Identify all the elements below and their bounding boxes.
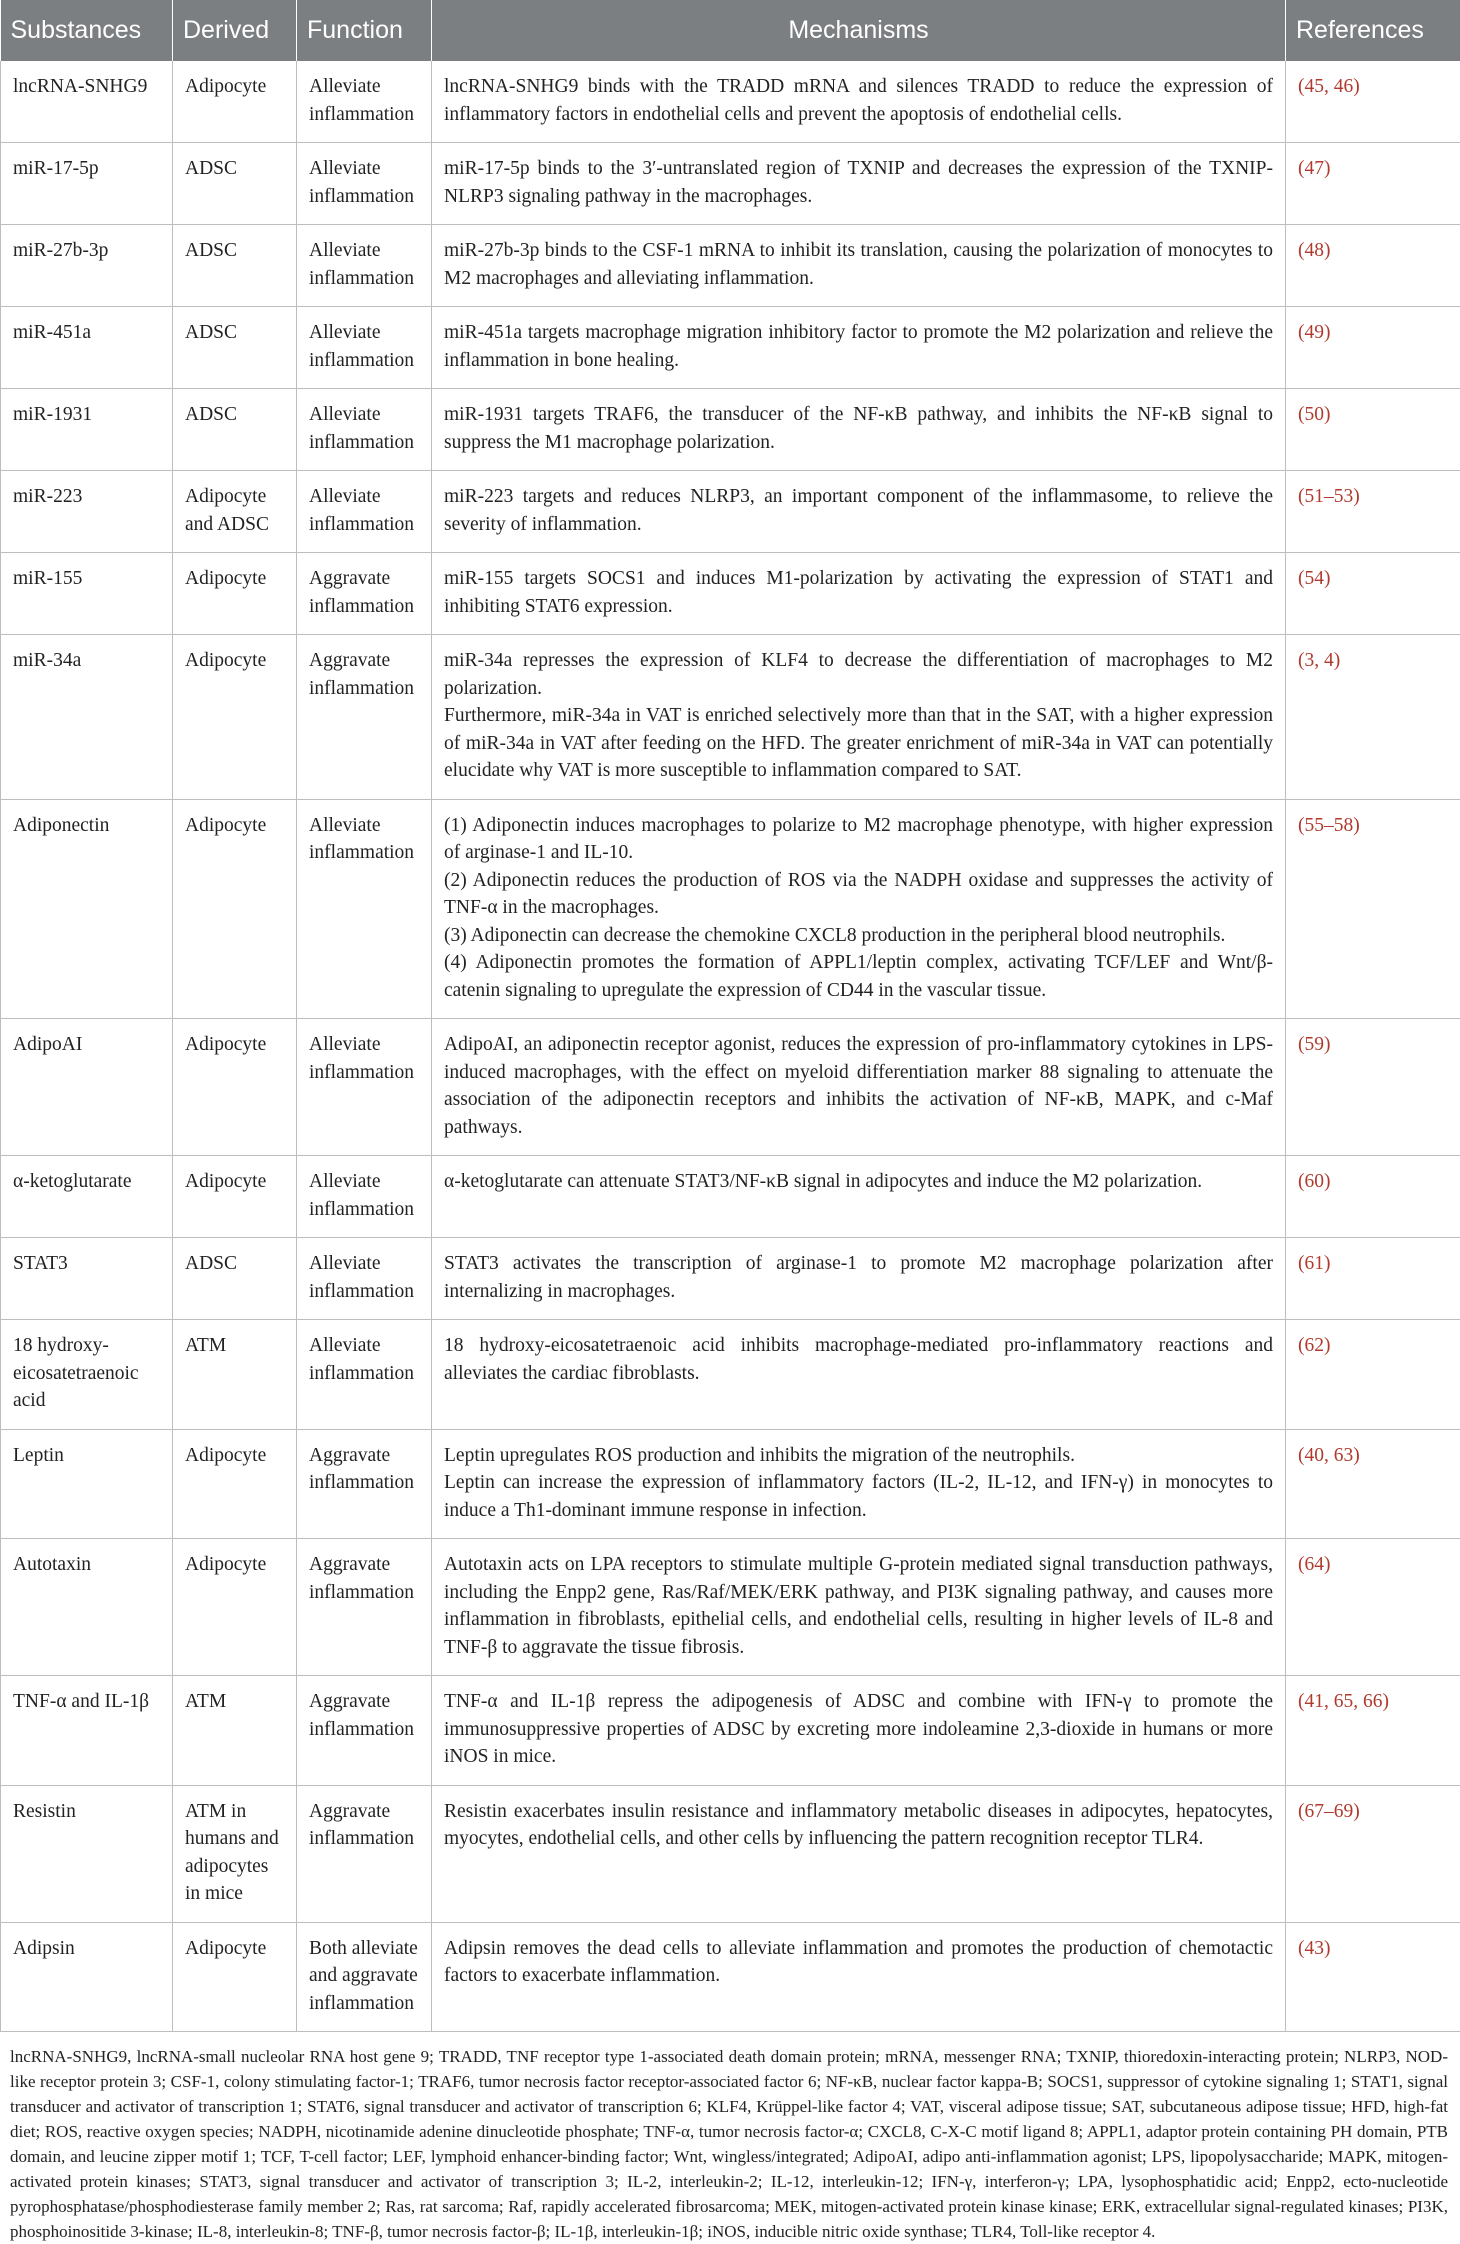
table-row [1,1785,1460,1922]
mechanism-cell [432,307,1286,389]
reference-link[interactable]: (47) [1298,158,1331,179]
reference-link[interactable]: (50) [1298,404,1331,425]
reference-link[interactable]: (49) [1298,322,1331,343]
reference-link[interactable]: (59) [1298,1034,1331,1055]
reference-link[interactable]: (45, 46) [1298,76,1360,97]
table-row [1,1019,1460,1156]
mechanism-paragraph: Autotaxin acts on LPA receptors to stimulate multiple G-protein mediated signal transduction pathways, including the Enpp2 gene, Ras/Raf/MEK/ERK pathway, and PI3K signaling pathway, and causes more inflammation in fibroblasts, epithelial cells, and endothelial cells, resulting in higher levels of IL-8 and TNF-β to aggravate the tissue fibrosis. [444,1551,1273,1661]
mechanism-cell [432,471,1286,553]
derived-cell: Adipocyte [173,1539,297,1676]
table-row [1,471,1460,553]
reference-link[interactable]: (67–69) [1298,1801,1360,1822]
mechanism-paragraph: Leptin upregulates ROS production and inhibits the migration of the neutrophils. [444,1442,1273,1470]
function-cell: Both alleviate and aggravate inflammation [297,1922,432,2032]
function-cell: Alleviate inflammation [297,1019,432,1156]
mechanism-paragraph: Adipsin removes the dead cells to alleviate inflammation and promotes the production of chemotactic factors to exacerbate inflammation. [444,1935,1273,1990]
mechanism-paragraph: miR-1931 targets TRAF6, the transducer of the NF-κB pathway, and inhibits the NF-κB signal to suppress the M1 macrophage polarization. [444,401,1273,456]
derived-cell: Adipocyte [173,799,297,1019]
mechanism-cell [432,1539,1286,1676]
reference-link[interactable]: (51–53) [1298,486,1360,507]
substance-cell: miR-451a [1,307,173,389]
substance-cell: miR-17-5p [1,143,173,225]
derived-cell: Adipocyte [173,635,297,800]
mechanism-paragraph: Furthermore, miR-34a in VAT is enriched selectively more than that in the SAT, with a higher expression of miR-34a in VAT after feeding on the HFD. The greater enrichment of miR-34a in VAT can potentially elucidate why VAT is more susceptible to inflammation compared to SAT. [444,702,1273,785]
references-cell [1286,1238,1460,1320]
function-cell: Alleviate inflammation [297,471,432,553]
table-row [1,225,1460,307]
references-cell [1286,61,1460,143]
mechanism-paragraph: miR-27b-3p binds to the CSF-1 mRNA to inhibit its translation, causing the polarization of monocytes to M2 macrophages and alleviating inflammation. [444,237,1273,292]
table-row [1,1156,1460,1238]
function-cell: Alleviate inflammation [297,307,432,389]
table-body [1,61,1460,2032]
substance-cell: AdipoAI [1,1019,173,1156]
derived-cell: Adipocyte [173,1019,297,1156]
derived-cell: Adipocyte [173,1429,297,1539]
mechanism-paragraph: AdipoAI, an adiponectin receptor agonist, reduces the expression of pro-inflammatory cytokines in LPS-induced macrophages, with the effect on myeloid differentiation marker 88 signaling to attenuate the association of the adiponectin receptors and inhibits the activation of NF-κB, MAPK, and c-Maf pathways. [444,1031,1273,1141]
mechanism-cell [432,635,1286,800]
function-cell: Alleviate inflammation [297,1320,432,1430]
substance-cell: miR-27b-3p [1,225,173,307]
substance-cell: miR-155 [1,553,173,635]
reference-link[interactable]: (64) [1298,1554,1331,1575]
table-row [1,1238,1460,1320]
reference-link[interactable]: (41, 65, 66) [1298,1691,1389,1712]
mechanism-cell [432,1320,1286,1430]
mechanism-paragraph: miR-155 targets SOCS1 and induces M1-polarization by activating the expression of STAT1 and inhibiting STAT6 expression. [444,565,1273,620]
references-cell [1286,1429,1460,1539]
references-cell [1286,143,1460,225]
function-cell: Alleviate inflammation [297,1238,432,1320]
references-cell [1286,225,1460,307]
function-cell: Aggravate inflammation [297,1429,432,1539]
mechanism-paragraph: miR-34a represses the expression of KLF4 to decrease the differentiation of macrophages to M2 polarization. [444,647,1273,702]
mechanism-paragraph: (1) Adiponectin induces macrophages to polarize to M2 macrophage phenotype, with higher expression of arginase-1 and IL-10. [444,812,1273,867]
table-row [1,635,1460,800]
function-cell: Alleviate inflammation [297,61,432,143]
references-cell [1286,1156,1460,1238]
reference-link[interactable]: (54) [1298,568,1331,589]
mechanism-paragraph: miR-451a targets macrophage migration inhibitory factor to promote the M2 polarization and relieve the inflammation in bone healing. [444,319,1273,374]
function-cell: Aggravate inflammation [297,1676,432,1786]
function-cell: Aggravate inflammation [297,1785,432,1922]
mechanism-cell [432,1922,1286,2032]
reference-link[interactable]: (60) [1298,1171,1331,1192]
derived-cell: Adipocyte [173,553,297,635]
references-cell [1286,799,1460,1019]
derived-cell: ATM in humans and adipocytes in mice [173,1785,297,1922]
table-row [1,389,1460,471]
substance-cell: miR-1931 [1,389,173,471]
table-row [1,799,1460,1019]
mechanism-paragraph: 18 hydroxy-eicosatetraenoic acid inhibits macrophage-mediated pro-inflammatory reactions and alleviates the cardiac fibroblasts. [444,1332,1273,1387]
derived-cell: Adipocyte [173,1922,297,2032]
function-cell: Alleviate inflammation [297,389,432,471]
table-footnote: lncRNA-SNHG9, lncRNA-small nucleolar RNA host gene 9; TRADD, TNF receptor type 1-associated death domain protein; mRNA, messenger RNA; TXNIP, thioredoxin-interacting protein; NLRP3, NOD-like receptor protein 3; CSF-1, colony stimulating factor-1; TRAF6, tumor necrosis factor receptor-associated factor 6; NF-κB, nuclear factor kappa-B; SOCS1, suppressor of cytokine signaling 1; STAT1, signal transducer and activator of transcription 1; STAT6, signal transducer and activator of transcription 6; KLF4, Krüppel-like factor 4; VAT, visceral adipose tissue; SAT, subcutaneous adipose tissue; HFD, high-fat diet; ROS, reactive oxygen species; NADPH, nicotinamide adenine dinucleotide phosphate; TNF-α, tumor necrosis factor-α; CXCL8, C-X-C motif ligand 8; APPL1, adaptor protein containing PH domain, PTB domain, and leucine zipper motif 1; TCF, T-cell factor; LEF, lymphoid enhancer-binding factor; Wnt, wingless/integrated; AdipoAI, adipo anti-inflammation agonist; LPS, lipopolysaccharide; MAPK, mitogen-activated protein kinases; STAT3, signal transducer and activator of transcription 3; IL-2, interleukin-2; IL-12, interleukin-12; IFN-γ, interferon-γ; LPA, lysophosphatidic acid; Enpp2, ecto-nucleotide pyrophosphatase/phosphodiesterase family member 2; Ras, rat sarcoma; Raf, rapidly accelerated fibrosarcoma; MEK, mitogen-activated protein kinase kinase; ERK, extracellular signal-regulated kinases; PI3K, phosphoinositide 3-kinase; IL-8, interleukin-8; TNF-β, tumor necrosis factor-β; IL-1β, interleukin-1β; iNOS, inducible nitric oxide synthase; TLR4, Toll-like receptor 4. [0,2032,1460,2244]
references-cell [1286,389,1460,471]
references-cell [1286,1320,1460,1430]
mechanism-paragraph: TNF-α and IL-1β repress the adipogenesis of ADSC and combine with IFN-γ to promote the immunosuppressive properties of ADSC by excreting more indoleamine 2,3-dioxide in humans or more iNOS in mice. [444,1688,1273,1771]
table-row [1,1539,1460,1676]
mechanism-cell [432,143,1286,225]
substance-cell: miR-223 [1,471,173,553]
mechanism-paragraph: (4) Adiponectin promotes the formation of APPL1/leptin complex, activating TCF/LEF and Wnt/β-catenin signaling to upregulate the expression of CD44 in the vascular tissue. [444,949,1273,1004]
table-row [1,1922,1460,2032]
table-row [1,1676,1460,1786]
mechanism-paragraph: (2) Adiponectin reduces the production of ROS via the NADPH oxidase and suppresses the activity of TNF-α in the macrophages. [444,867,1273,922]
function-cell: Alleviate inflammation [297,799,432,1019]
mechanism-cell [432,1429,1286,1539]
mechanism-paragraph: miR-223 targets and reduces NLRP3, an important component of the inflammasome, to relieve the severity of inflammation. [444,483,1273,538]
mechanism-cell [432,389,1286,471]
derived-cell: ATM [173,1676,297,1786]
derived-cell: ADSC [173,225,297,307]
table-header [1,0,1460,61]
substance-cell: Leptin [1,1429,173,1539]
header-derived: Derived [173,0,297,61]
mechanism-paragraph: miR-17-5p binds to the 3′-untranslated region of TXNIP and decreases the expression of the TXNIP-NLRP3 signaling pathway in the macrophages. [444,155,1273,210]
references-cell [1286,1676,1460,1786]
references-cell [1286,1922,1460,2032]
reference-link[interactable]: (40, 63) [1298,1445,1360,1466]
mechanism-paragraph: STAT3 activates the transcription of arginase-1 to promote M2 macrophage polarization after internalizing in macrophages. [444,1250,1273,1305]
references-cell [1286,307,1460,389]
table-row [1,1429,1460,1539]
reference-link[interactable]: (43) [1298,1938,1331,1959]
function-cell: Alleviate inflammation [297,225,432,307]
mechanism-cell [432,1676,1286,1786]
mechanism-paragraph: lncRNA-SNHG9 binds with the TRADD mRNA and silences TRADD to reduce the expression of inflammatory factors in endothelial cells and prevent the apoptosis of endothelial cells. [444,73,1273,128]
function-cell: Aggravate inflammation [297,635,432,800]
substance-cell: STAT3 [1,1238,173,1320]
mechanism-cell [432,61,1286,143]
header-substances: Substances [1,0,173,61]
header-function: Function [297,0,432,61]
substance-cell: Adipsin [1,1922,173,2032]
substance-cell: lncRNA-SNHG9 [1,61,173,143]
mechanism-cell [432,799,1286,1019]
reference-link[interactable]: (48) [1298,240,1331,261]
table-row [1,143,1460,225]
derived-cell: Adipocyte and ADSC [173,471,297,553]
reference-link[interactable]: (3, 4) [1298,650,1340,671]
mechanism-paragraph: Resistin exacerbates insulin resistance and inflammatory metabolic diseases in adipocytes, hepatocytes, myocytes, endothelial cells, and other cells by influencing the pattern recognition receptor TLR4. [444,1798,1273,1853]
derived-cell: ATM [173,1320,297,1430]
header-references: References [1286,0,1460,61]
function-cell: Alleviate inflammation [297,143,432,225]
table-row [1,61,1460,143]
function-cell: Aggravate inflammation [297,553,432,635]
substance-cell: Adiponectin [1,799,173,1019]
derived-cell: ADSC [173,143,297,225]
references-cell [1286,1019,1460,1156]
table-row [1,1320,1460,1430]
function-cell: Aggravate inflammation [297,1539,432,1676]
reference-link[interactable]: (61) [1298,1253,1331,1274]
substance-cell: α-ketoglutarate [1,1156,173,1238]
derived-cell: ADSC [173,389,297,471]
references-cell [1286,635,1460,800]
table-row [1,553,1460,635]
substance-cell: Autotaxin [1,1539,173,1676]
substance-cell: miR-34a [1,635,173,800]
mechanism-cell [432,1156,1286,1238]
derived-cell: Adipocyte [173,61,297,143]
mechanism-cell [432,1019,1286,1156]
references-cell [1286,1785,1460,1922]
mechanism-cell [432,1238,1286,1320]
derived-cell: Adipocyte [173,1156,297,1238]
reference-link[interactable]: (62) [1298,1335,1331,1356]
substance-cell: TNF-α and IL-1β [1,1676,173,1786]
derived-cell: ADSC [173,1238,297,1320]
references-cell [1286,553,1460,635]
mechanism-cell [432,225,1286,307]
mechanism-paragraph: Leptin can increase the expression of inflammatory factors (IL-2, IL-12, and IFN-γ) in monocytes to induce a Th1-dominant immune response in infection. [444,1469,1273,1524]
mechanism-paragraph: (3) Adiponectin can decrease the chemokine CXCL8 production in the peripheral blood neutrophils. [444,922,1273,950]
header-mechanisms: Mechanisms [432,0,1286,61]
reference-link[interactable]: (55–58) [1298,815,1360,836]
mechanism-cell [432,1785,1286,1922]
mechanism-cell [432,553,1286,635]
table-row [1,307,1460,389]
references-cell [1286,471,1460,553]
references-cell [1286,1539,1460,1676]
substance-cell: 18 hydroxy-eicosatetraenoic acid [1,1320,173,1430]
mechanism-paragraph: α-ketoglutarate can attenuate STAT3/NF-κB signal in adipocytes and induce the M2 polarization. [444,1168,1273,1196]
function-cell: Alleviate inflammation [297,1156,432,1238]
substance-cell: Resistin [1,1785,173,1922]
derived-cell: ADSC [173,307,297,389]
